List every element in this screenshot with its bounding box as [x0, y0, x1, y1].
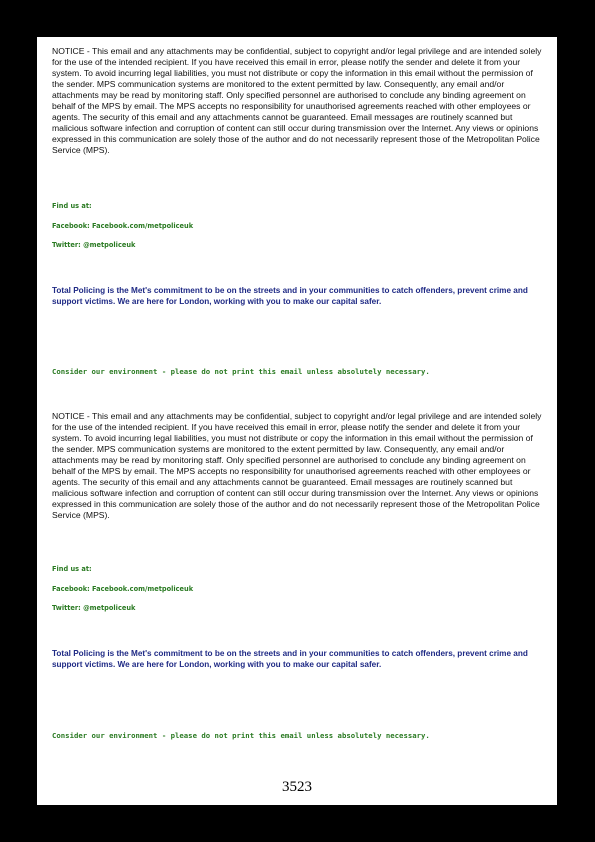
legal-notice-2: NOTICE - This email and any attachments may be confidential, subject to copyright and/or legal privilege and are intended solely for the use of the intended recipient. If you have received this email in error, please notify the sender and delete it from your system. To avoid incurring legal liabilities, you must not distribute or copy the information in this email without the permission of the sender. MPS communication systems are monitored to the extent permitted by law. Consequently, any email and/or attachments may be read by monitoring staff. Only specified personnel are authorised to conclude any binding agreement on behalf of the MPS by email. The MPS accepts no responsibility for unauthorised agreements reached with other employees or agents. The security of this email and any attachments cannot be guaranteed. Email messages are routinely scanned but malicious software infection and corruption of content can still occur during transmission over the Internet. Any views or opinions expressed in this communication are solely those of the author and do not necessarily represent those of the Metropolitan Police Service (MPS).	[52, 411, 542, 520]
email-footer-2	[52, 411, 547, 521]
total-policing-statement-2: Total Policing is the Met's commitment to be on the streets and in your communities to catch offenders, prevent crime and support victims. We are here for London, working with you to make our capital safer.	[52, 649, 528, 669]
twitter-link-2: Twitter: @metpoliceuk	[52, 604, 136, 612]
twitter-link-1: Twitter: @metpoliceuk	[52, 241, 136, 249]
document-page	[37, 37, 557, 805]
find-us-label-2: Find us at:	[52, 565, 92, 573]
facebook-link-1: Facebook: Facebook.com/metpoliceuk	[52, 222, 194, 230]
legal-notice-1: NOTICE - This email and any attachments may be confidential, subject to copyright and/or legal privilege and are intended solely for the use of the intended recipient. If you have received this email in error, please notify the sender and delete it from your system. To avoid incurring legal liabilities, you must not distribute or copy the information in this email without the permission of the sender. MPS communication systems are monitored to the extent permitted by law. Consequently, any email and/or attachments may be read by monitoring staff. Only specified personnel are authorised to conclude any binding agreement on behalf of the MPS by email. The MPS accepts no responsibility for unauthorised agreements reached with other employees or agents. The security of this email and any attachments cannot be guaranteed. Email messages are routinely scanned but malicious software infection and corruption of content can still occur during transmission over the Internet. Any views or opinions expressed in this communication are solely those of the author and do not necessarily represent those of the Metropolitan Police Service (MPS).	[52, 46, 542, 155]
page-number: 3523	[282, 779, 312, 795]
environment-notice-1: Consider our environment - please do not print this email unless absolutely necessary.	[52, 367, 430, 376]
facebook-link-2: Facebook: Facebook.com/metpoliceuk	[52, 585, 194, 593]
total-policing-statement-1: Total Policing is the Met's commitment to be on the streets and in your communities to catch offenders, prevent crime and support victims. We are here for London, working with you to make our capital safer.	[52, 286, 528, 306]
email-footer-1	[52, 46, 547, 156]
find-us-label-1: Find us at:	[52, 202, 92, 210]
environment-notice-2: Consider our environment - please do not print this email unless absolutely necessary.	[52, 731, 430, 740]
